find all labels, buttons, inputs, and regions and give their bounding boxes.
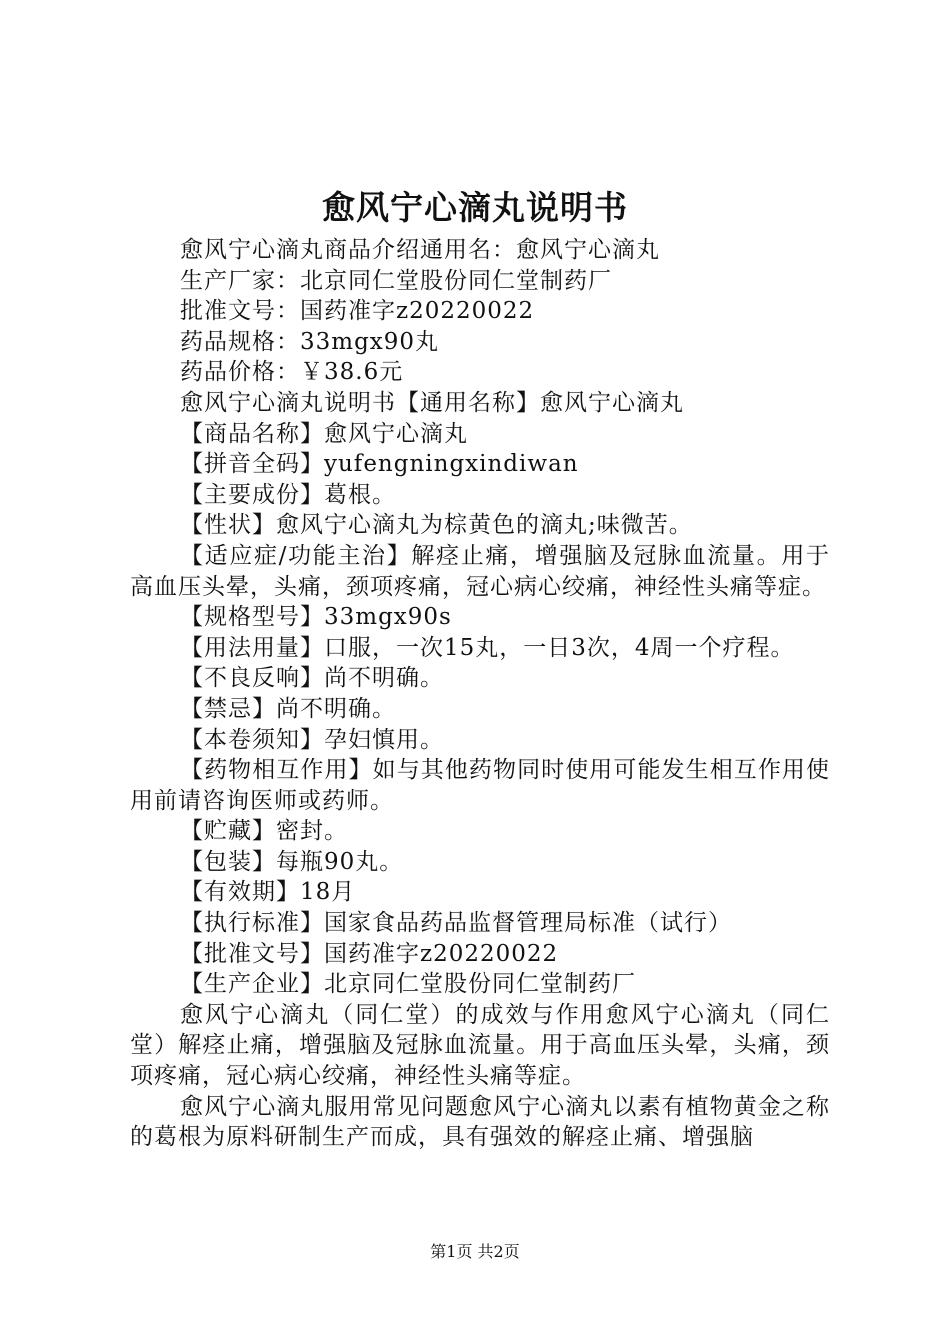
- paragraph: 愈风宁心滴丸（同仁堂）的成效与作用愈风宁心滴丸（同仁堂）解痉止痛，增强脑及冠脉血流量。用于高血压头晕，头痛，颈项疼痛，冠心病心绞痛，神经性头痛等症。: [130, 1001, 830, 1090]
- paragraph: 愈风宁心滴丸说明书【通用名称】愈风宁心滴丸: [180, 389, 684, 416]
- paragraph: 【禁忌】尚不明确。: [180, 695, 396, 722]
- paragraph: 【用法用量】口服，一次15丸，一日3次，4周一个疗程。: [180, 634, 795, 661]
- paragraph: 生产厂家：北京同仁堂股份同仁堂制药厂: [180, 267, 612, 294]
- paragraph: 【生产企业】北京同仁堂股份同仁堂制药厂: [180, 971, 636, 998]
- paragraph: 愈风宁心滴丸商品介绍通用名：愈风宁心滴丸: [180, 237, 660, 263]
- paragraph: 批准文号：国药准字z20220022: [180, 298, 535, 325]
- paragraph: 【药物相互作用】如与其他药物同时使用可能发生相互作用使用前请咨询医师或药师。: [130, 757, 830, 814]
- paragraph: 【商品名称】愈风宁心滴丸: [180, 420, 468, 447]
- paragraph: 药品价格：￥38.6元: [180, 359, 404, 386]
- paragraph: 【贮藏】密封。: [180, 818, 348, 845]
- paragraph: 愈风宁心滴丸服用常见问题愈风宁心滴丸以素有植物黄金之称的葛根为原料研制生产而成，具有强效的解痉止痛、增强脑: [130, 1093, 830, 1151]
- paragraph: 【性状】愈风宁心滴丸为棕黄色的滴丸;味微苦。: [180, 512, 693, 539]
- paragraph: 【批准文号】国药准字z20220022: [180, 940, 559, 967]
- document-title: 愈风宁心滴丸说明书: [322, 188, 628, 227]
- paragraph: 【不良反响】尚不明确。: [180, 665, 444, 692]
- paragraph: 药品规格：33mgx90丸: [180, 328, 440, 355]
- paragraph: 【执行标准】国家食品药品监督管理局标准（试行）: [180, 910, 732, 937]
- paragraph: 【拼音全码】yufengningxindiwan: [180, 451, 579, 478]
- document-body: [130, 235, 830, 1153]
- paragraph: 【包装】每瓶90丸。: [180, 848, 404, 875]
- paragraph: 【有效期】18月: [180, 879, 356, 906]
- paragraph: 【本卷须知】孕妇慎用。: [180, 726, 444, 753]
- paragraph: 【规格型号】33mgx90s: [180, 604, 452, 631]
- page-number-footer: 第1页 共2页: [430, 1242, 520, 1261]
- paragraph: 【适应症/功能主治】解痉止痛，增强脑及冠脉血流量。用于高血压头晕，头痛，颈项疼痛，冠心病心绞痛，神经性头痛等症。: [130, 542, 830, 600]
- paragraph: 【主要成份】葛根。: [180, 481, 396, 508]
